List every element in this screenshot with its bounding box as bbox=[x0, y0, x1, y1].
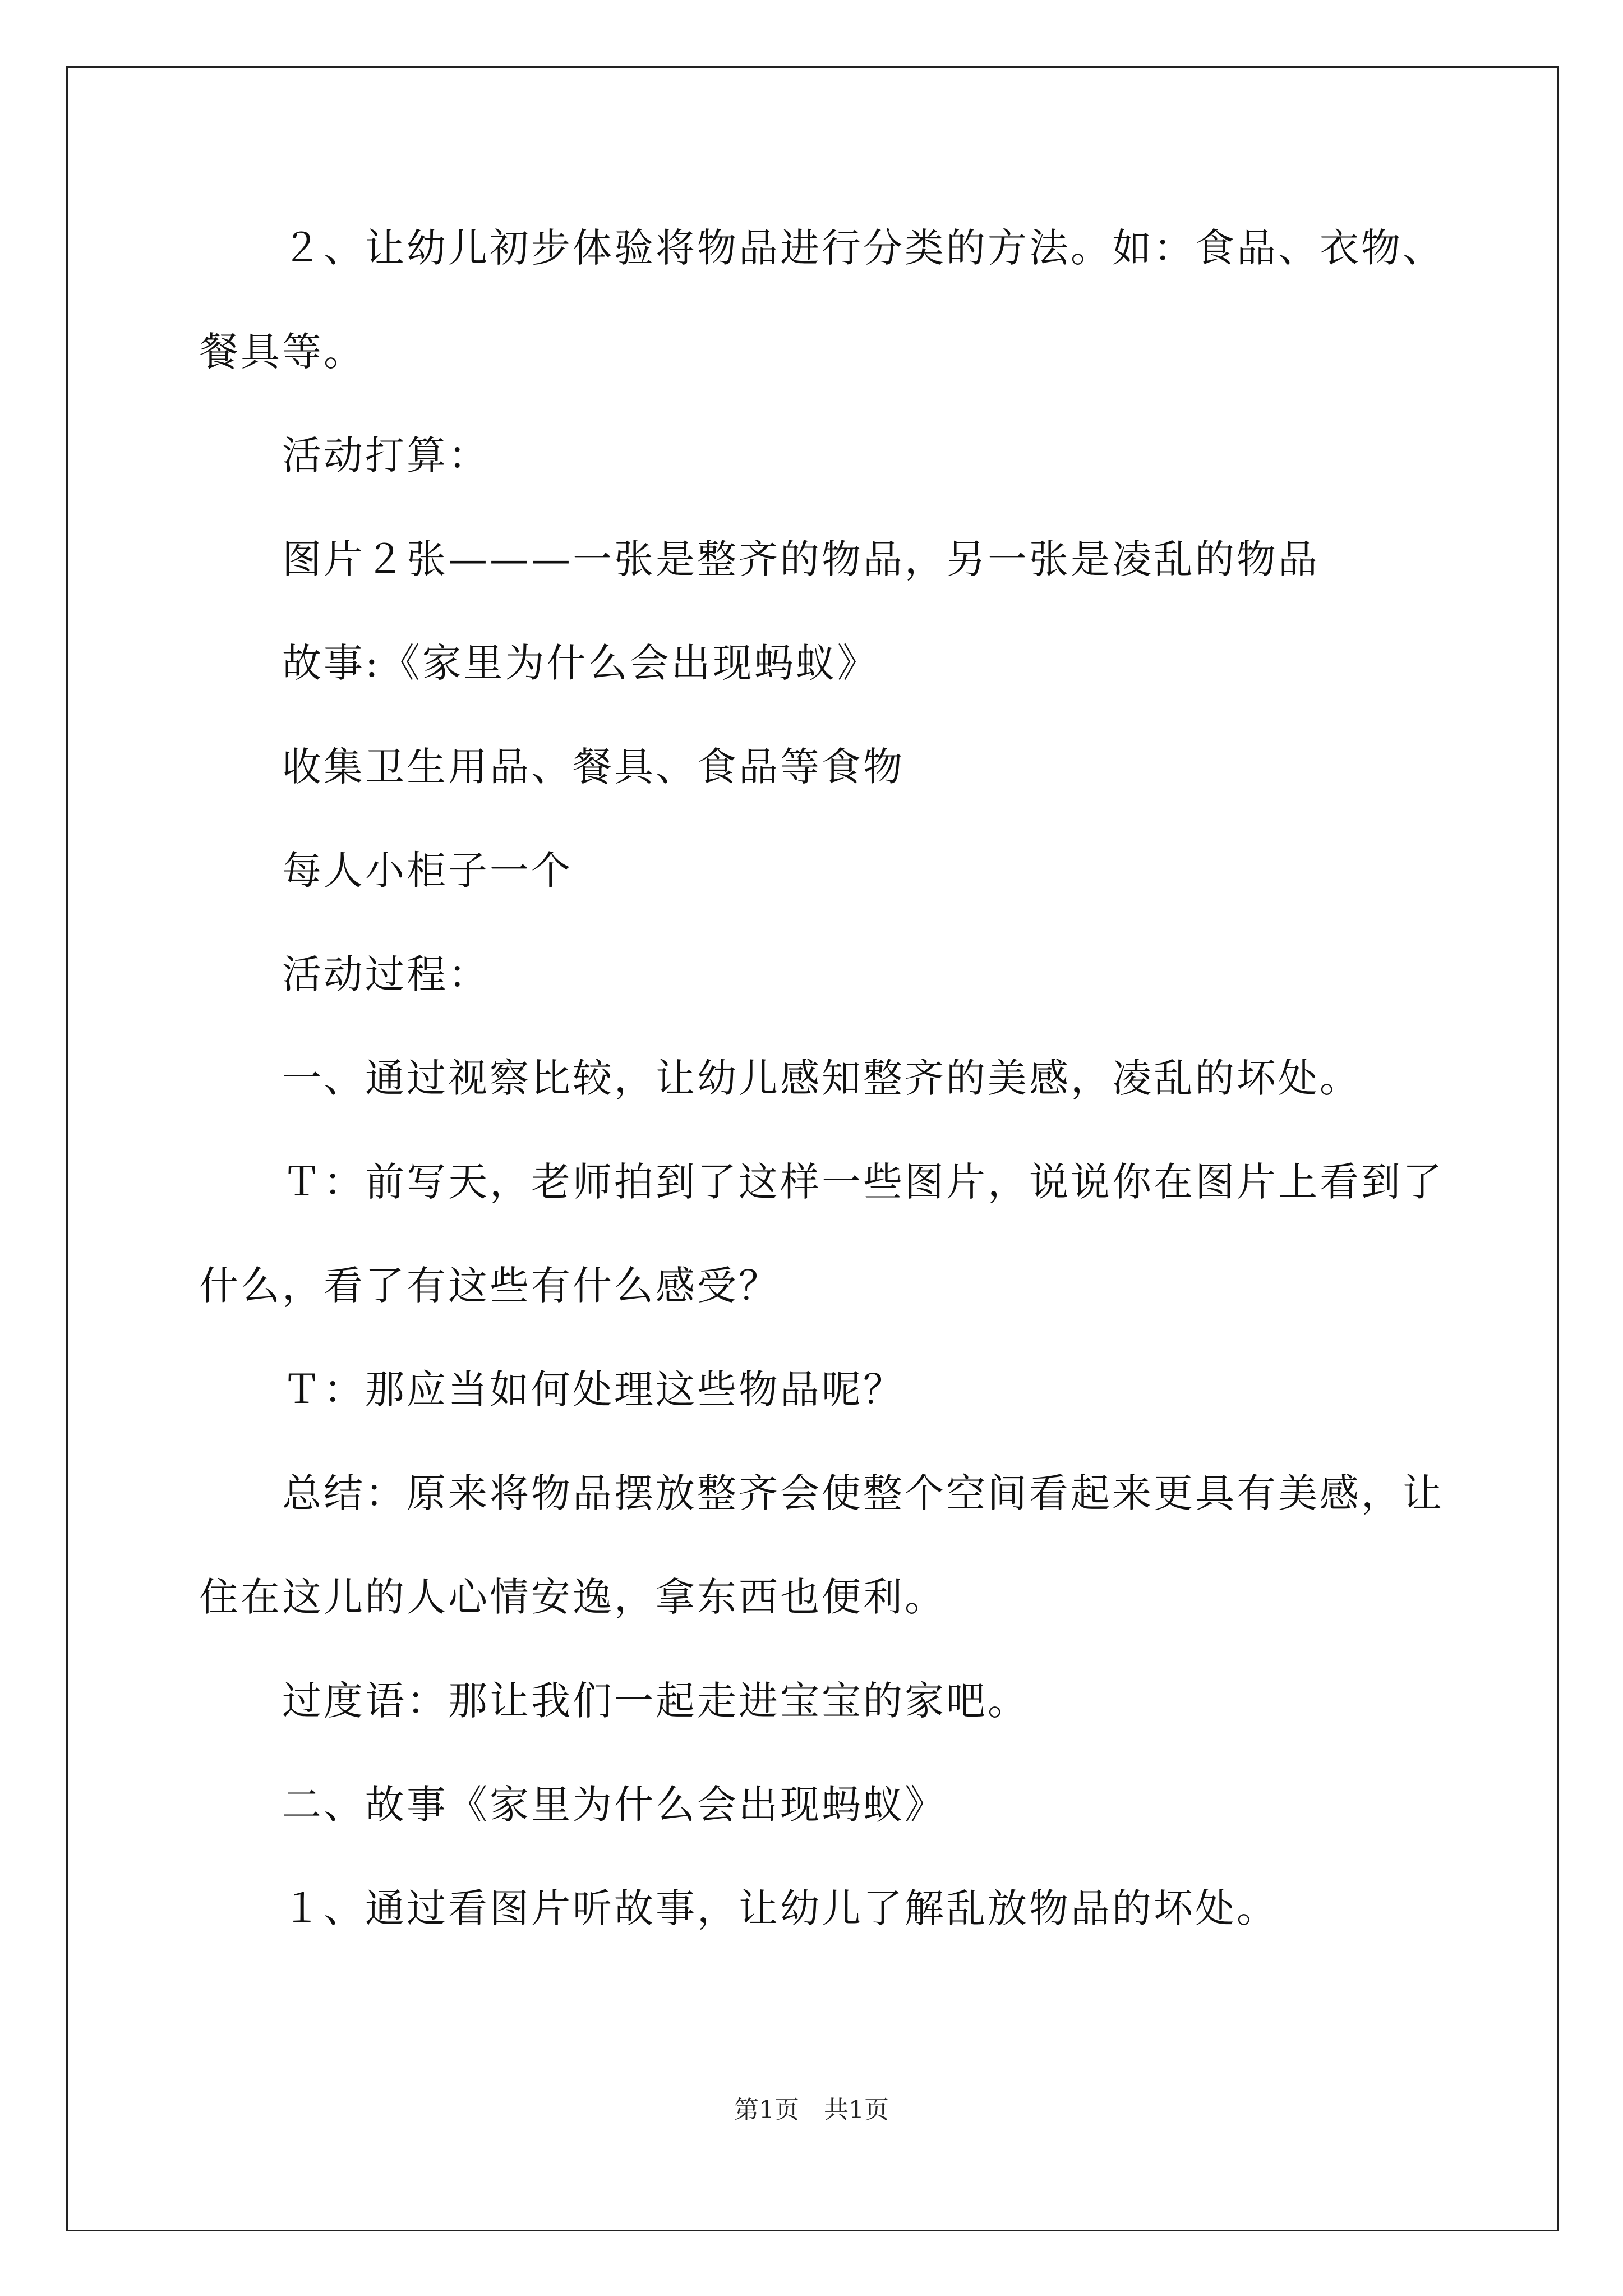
paragraph: １、通过看图片听故事，让幼儿了解乱放物品的坏处。 bbox=[282, 1885, 1278, 1931]
paragraph: Ｔ：前写天，老师拍到了这样一些图片，说说你在图片上看到了什么，看了有这些有什么感受？ bbox=[199, 1159, 1444, 1309]
paragraph: 一、通过视察比较，让幼儿感知整齐的美感，凌乱的坏处。 bbox=[282, 1055, 1361, 1101]
paragraph: 每人小柜子一个 bbox=[282, 848, 573, 894]
paragraph: 过度语：那让我们一起走进宝宝的家吧。 bbox=[282, 1678, 1029, 1724]
paragraph: 故事:《家里为什么会出现蚂蚁》 bbox=[282, 640, 879, 686]
document-body bbox=[199, 196, 1444, 1961]
paragraph: 图片２张———一张是整齐的物品，另一张是凌乱的物品 bbox=[282, 536, 1320, 582]
paragraph: Ｔ：那应当如何处理这些物品呢？ bbox=[282, 1366, 905, 1412]
paragraph: 活动过程： bbox=[282, 951, 490, 997]
paragraph: ２、让幼儿初步体验将物品进行分类的方法。如：食品、衣物、餐具等。 bbox=[199, 225, 1444, 375]
paragraph: 二、故事《家里为什么会出现蚂蚁》 bbox=[282, 1782, 946, 1828]
paragraph: 活动打算： bbox=[282, 432, 490, 478]
paragraph: 总结：原来将物品摆放整齐会使整个空间看起来更具有美感，让住在这儿的人心情安逸，拿东西也便利。 bbox=[199, 1470, 1444, 1620]
page-footer: 第1页 共1页 bbox=[734, 2096, 889, 2124]
paragraph: 收集卫生用品、餐具、食品等食物 bbox=[282, 744, 905, 790]
